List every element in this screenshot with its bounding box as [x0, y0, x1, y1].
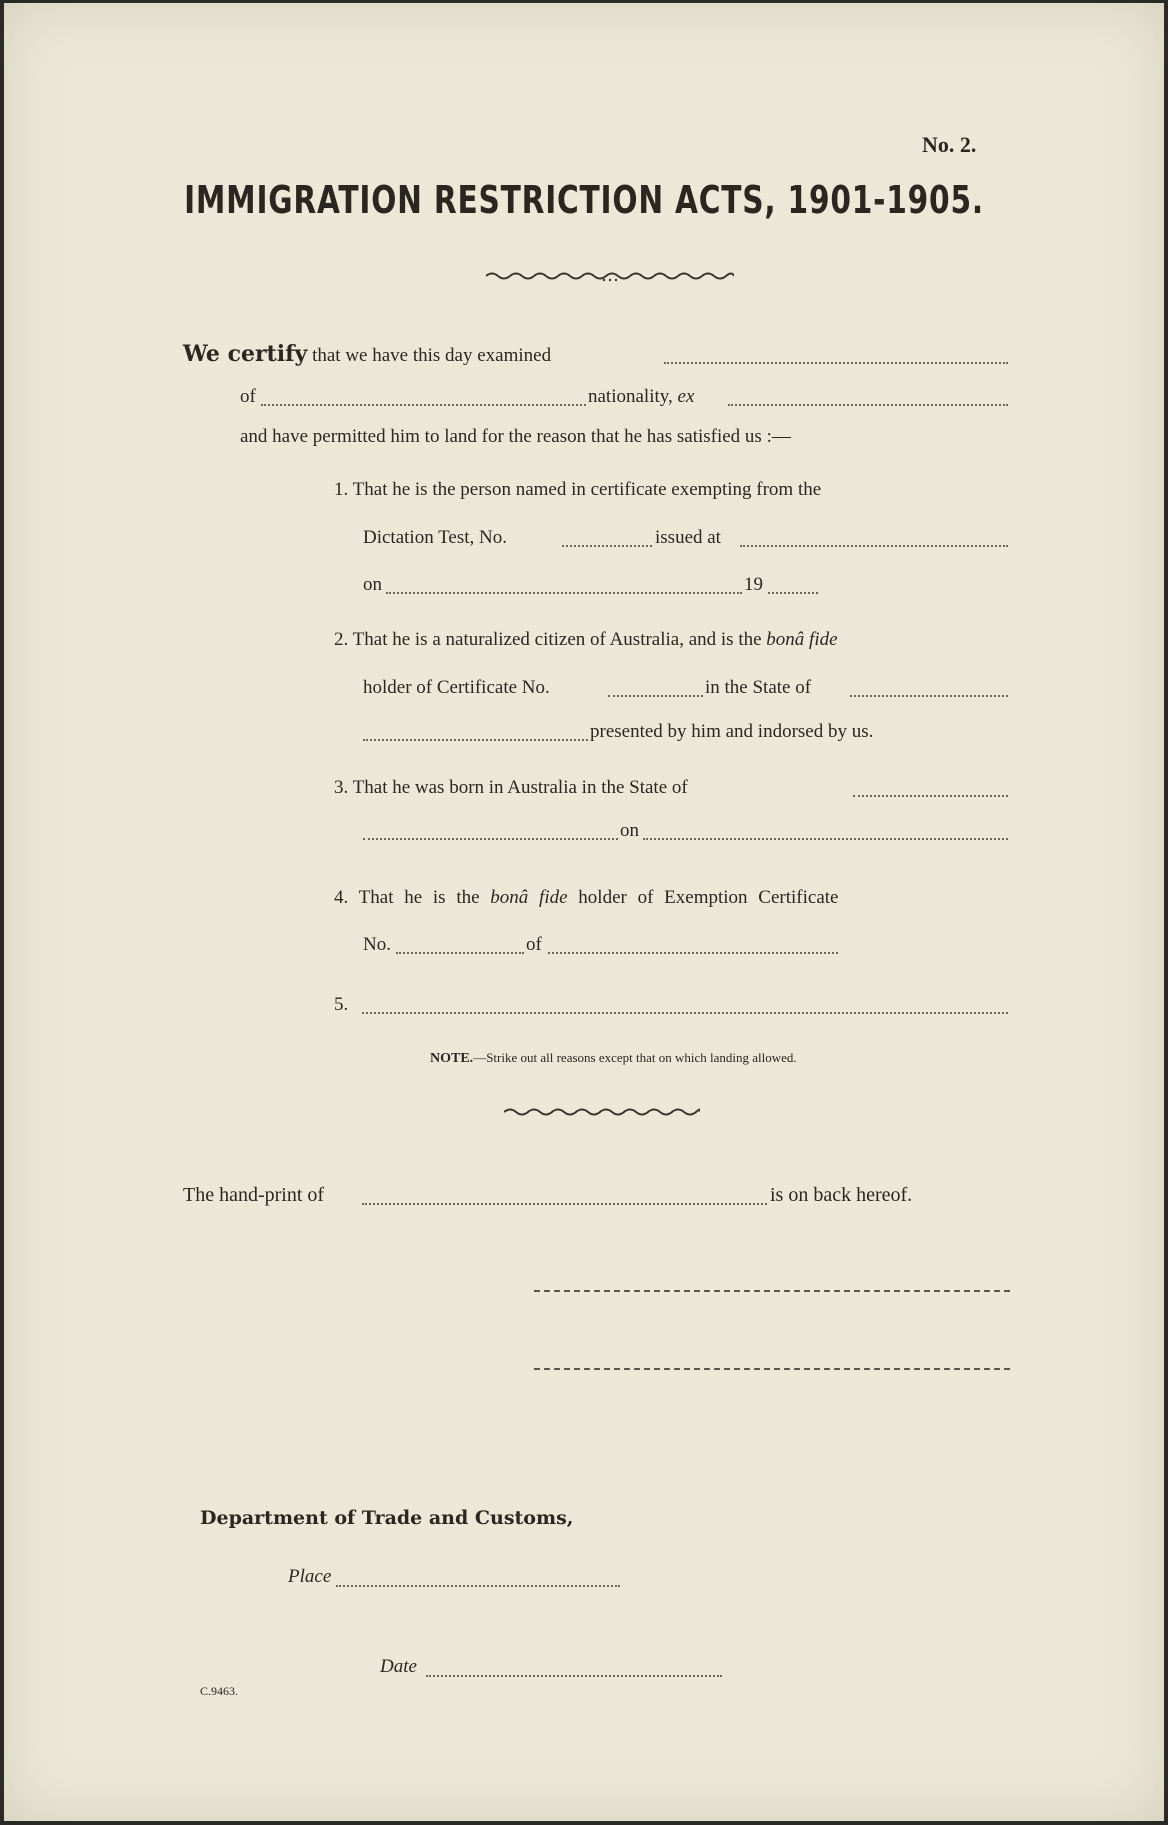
reason-2-bona-fide: bonâ fide [766, 629, 838, 650]
reason-2-text [334, 628, 838, 652]
reason-4-no-label: No. [363, 934, 391, 955]
of-label: of [240, 386, 256, 407]
reason-4-part-a: 4. That he is the [334, 887, 480, 908]
birth-place-field[interactable] [363, 838, 618, 840]
ex-ship-field[interactable] [728, 404, 1008, 406]
reason-4-text [334, 886, 838, 910]
ornament-divider-top [486, 268, 734, 284]
nationality-label [588, 385, 694, 409]
document-number: No. 2. [922, 132, 977, 157]
exemption-certificate-of-field[interactable] [548, 952, 838, 954]
reason-1-on-label: on [363, 574, 382, 595]
reason-1-dictation-label: Dictation Test, No. [363, 527, 507, 548]
origin-field[interactable] [261, 404, 586, 406]
certify-intro: We certify [183, 341, 308, 367]
issued-at-field[interactable] [740, 545, 1008, 547]
reason-1-text: 1. That he is the person named in certificate exempting from the [334, 479, 822, 500]
date-field[interactable] [426, 1675, 722, 1677]
handprint-pre: The hand-print of [183, 1184, 325, 1206]
reason-3-text: 3. That he was born in Australia in the State of [334, 777, 688, 798]
signature-line-1[interactable] [534, 1290, 1010, 1292]
birth-date-field[interactable] [643, 838, 1008, 840]
reason-2-holder-label: holder of Certificate No. [363, 677, 550, 698]
reason-5-label: 5. [334, 994, 349, 1015]
permitted-text: and have permitted him to land for the reason that he has satisfied us :— [240, 426, 791, 447]
place-label: Place [288, 1566, 332, 1587]
handprint-post: is on back hereof. [770, 1184, 913, 1206]
signature-line-2[interactable] [534, 1368, 1010, 1370]
reason-1-year-label: 19 [744, 574, 763, 595]
reason-1-issued-label: issued at [655, 527, 721, 548]
dictation-test-number-field[interactable] [562, 545, 652, 547]
naturalization-state-field[interactable] [850, 695, 1008, 697]
handprint-name-field[interactable] [362, 1203, 767, 1205]
reason-2-presented-text: presented by him and indorsed by us. [590, 721, 874, 742]
reason-4-bona-fide: bonâ fide [490, 887, 568, 908]
certify-intro-rest: that we have this day examined [312, 345, 552, 366]
examined-name-field[interactable] [664, 362, 1008, 364]
ornament-divider-bottom [504, 1105, 700, 1119]
reason-5-field[interactable] [362, 1012, 1008, 1014]
note-label: NOTE. [430, 1051, 474, 1066]
department-name: Department of Trade and Customs, [200, 1507, 574, 1529]
reason-4-part-b: holder of Exemption Certificate [578, 887, 839, 908]
page-title: IMMIGRATION RESTRICTION ACTS, 1901-1905. [184, 178, 984, 222]
place-field[interactable] [336, 1585, 620, 1587]
reason-4-of-label: of [526, 934, 542, 955]
date-label: Date [380, 1656, 417, 1677]
note-line [430, 1050, 797, 1067]
reason-2-line1: 2. That he is a naturalized citizen of Australia, and is the [334, 629, 762, 650]
reason-3-on-label: on [620, 820, 639, 841]
birth-state-field[interactable] [853, 795, 1008, 797]
ex-text: ex [677, 386, 695, 407]
naturalization-certificate-number-field[interactable] [608, 695, 703, 697]
nationality-text: nationality, [588, 386, 673, 407]
note-text: —Strike out all reasons except that on which landing allowed. [473, 1050, 797, 1065]
reason-1-date-field[interactable] [386, 592, 742, 594]
reason-1-year-field[interactable] [768, 592, 818, 594]
form-code: C.9463. [200, 1684, 239, 1698]
reason-2-state-label: in the State of [705, 677, 812, 698]
exemption-certificate-number-field[interactable] [396, 952, 524, 954]
certify-line [183, 342, 551, 368]
naturalization-state-field-cont[interactable] [363, 739, 588, 741]
